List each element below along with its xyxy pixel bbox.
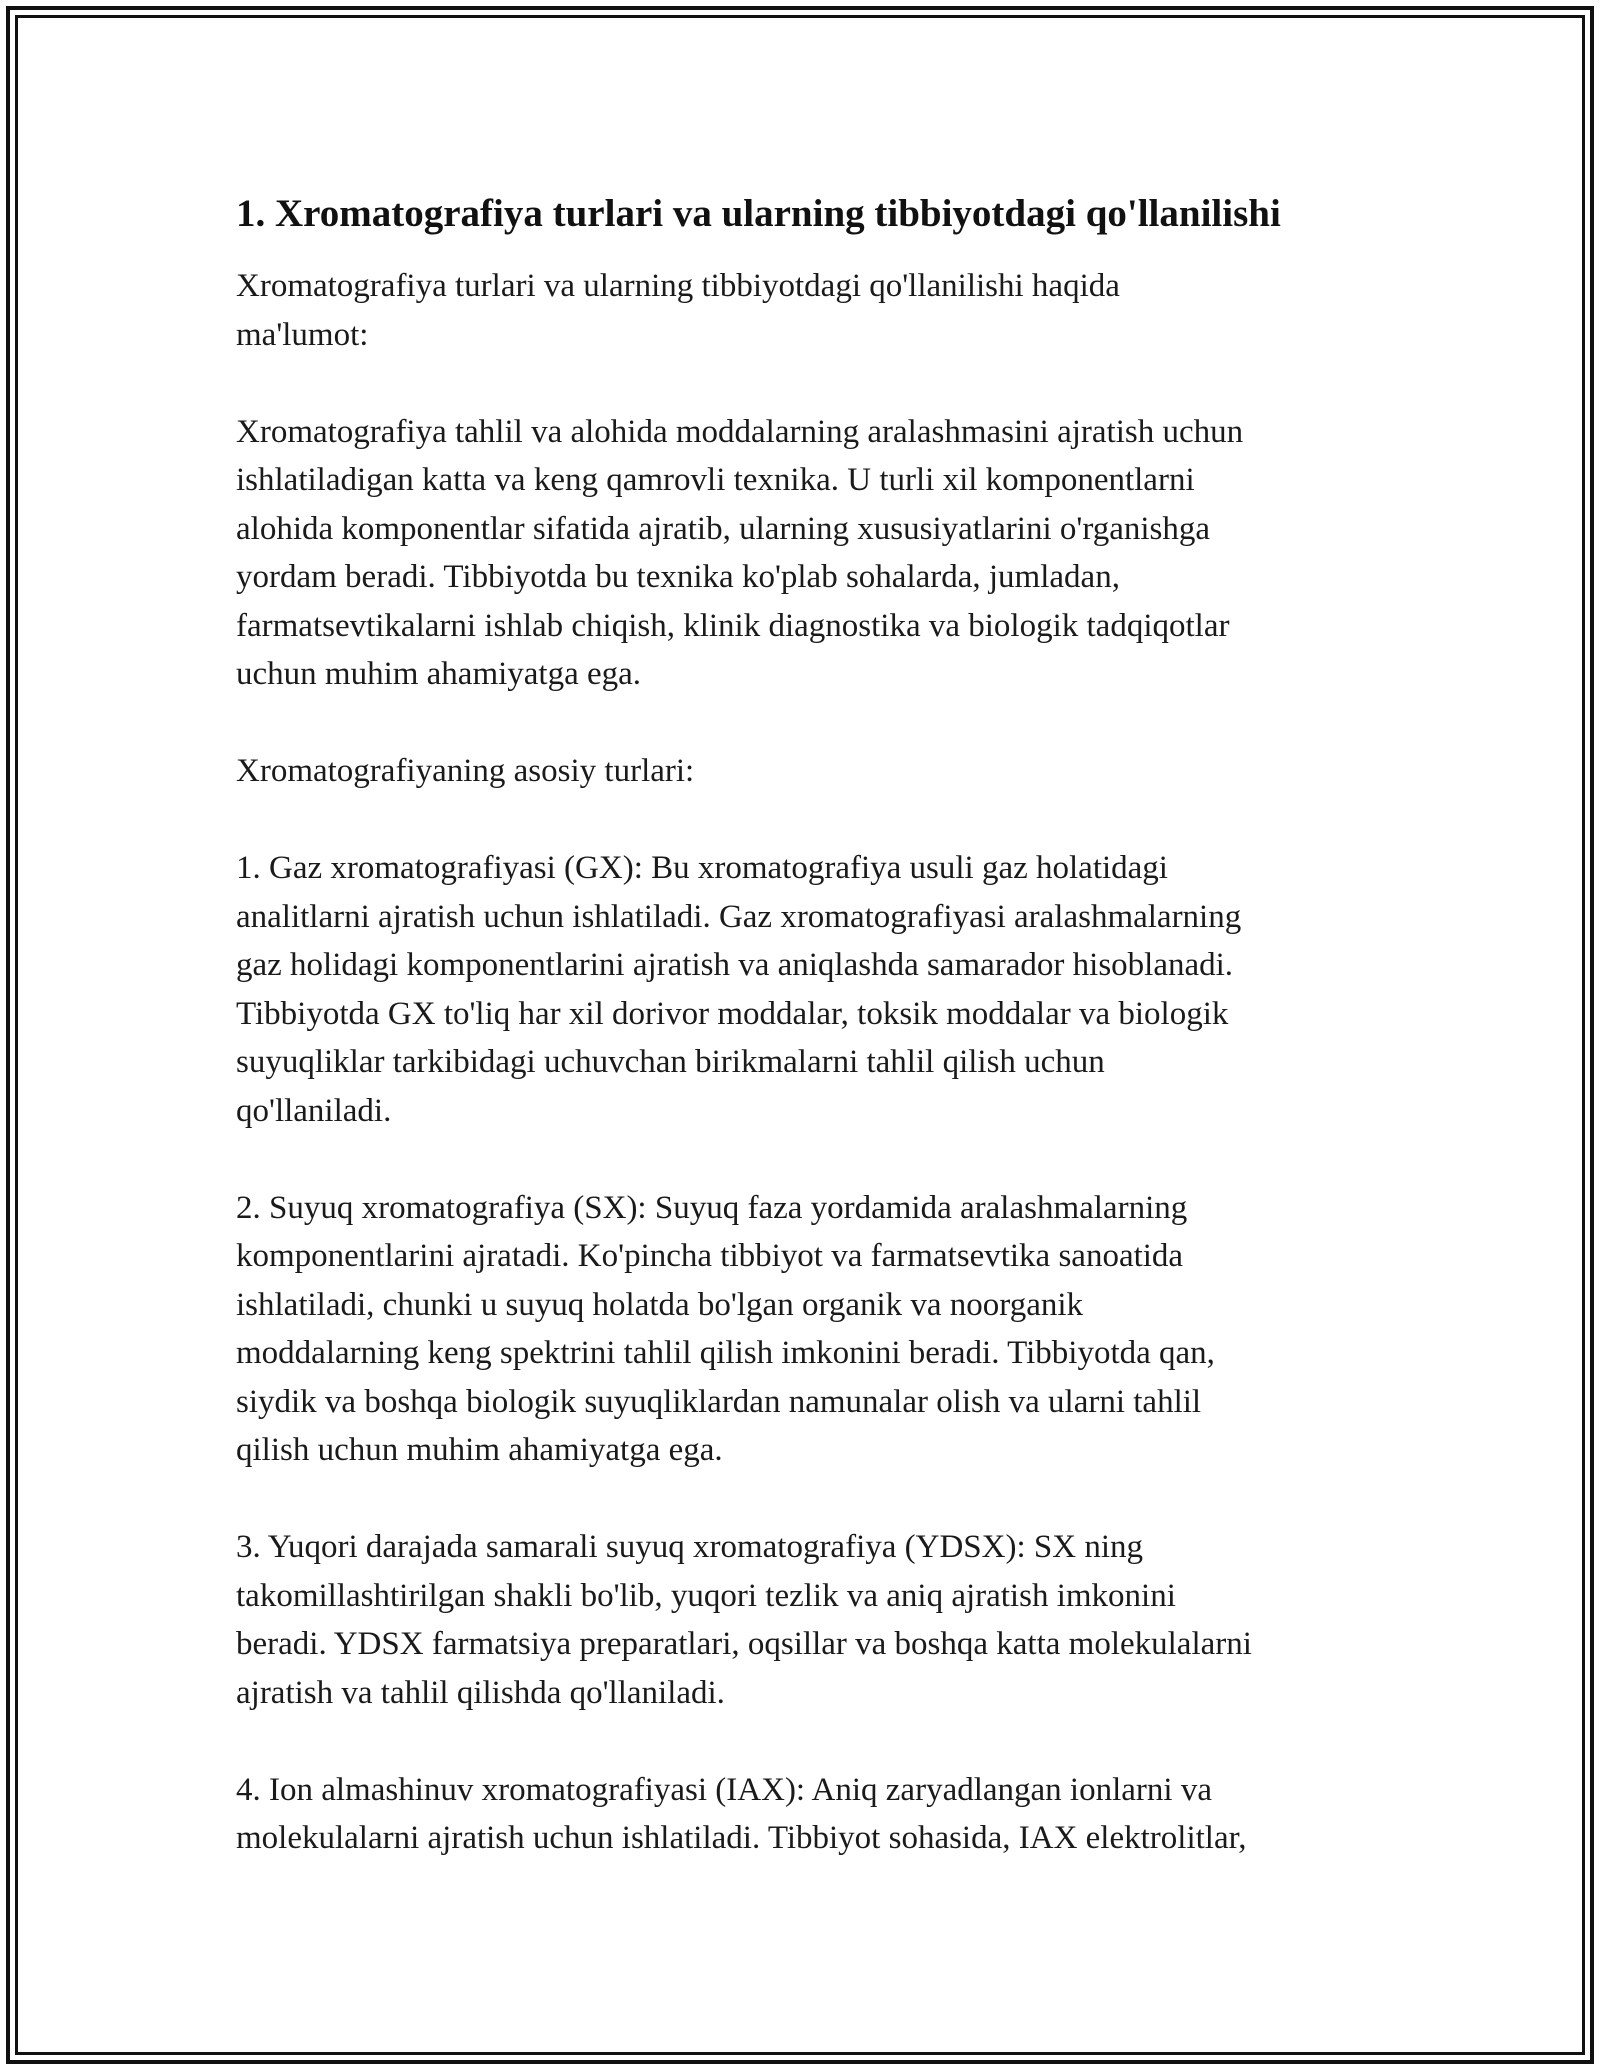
text-line: 2. Suyuq xromatografiya (SX): Suyuq faza yordamida aralashmalarning [236, 1189, 1188, 1226]
text-line: moddalarning keng spektrini tahlil qilish imkonini beradi. Tibbiyotda qan, [236, 1335, 1215, 1371]
text-line: yordam beradi. Tibbiyotda bu texnika ko'plab sohalarda, jumladan, [236, 559, 1120, 595]
text-line: 3. Yuqori darajada samarali suyuq xromatografiya (YDSX): SX ning [236, 1529, 1143, 1565]
text-line: Tibbiyotda GX to'liq har xil dorivor moddalar, toksik moddalar va biologik [236, 995, 1229, 1032]
intro-paragraph [236, 262, 1376, 359]
document-body [236, 190, 1376, 1863]
text-line: qo'llaniladi. [236, 1092, 392, 1129]
text-line: 4. Ion almashinuv xromatografiyasi (IAX): Aniq zaryadlangan ionlarni va [236, 1771, 1212, 1808]
text-line: Xromatografiyaning asosiy turlari: [236, 753, 695, 789]
types-heading-paragraph [236, 747, 1376, 796]
text-line: ishlatiladigan katta va keng qamrovli texnika. U turli xil komponentlarni [236, 462, 1195, 498]
list-item-hplc [236, 1523, 1376, 1717]
text-line: Xromatografiya turlari va ularning tibbiyotdagi qo'llanilishi haqida [236, 268, 1120, 304]
list-item-ion-exchange [236, 1766, 1376, 1863]
list-item-gas-chromatography [236, 844, 1376, 1135]
text-line: alohida komponentlar sifatida ajratib, ularning xususiyatlarini o'rganishga [236, 510, 1211, 547]
text-line: Xromatografiya tahlil va alohida moddalarning aralashmasini ajratish uchun [236, 413, 1244, 450]
text-line: beradi. YDSX farmatsiya preparatlari, oqsillar va boshqa katta molekulalarni [236, 1626, 1252, 1662]
text-line: komponentlarini ajratadi. Ko'pincha tibbiyot va farmatsevtika sanoatida [236, 1238, 1184, 1274]
text-line: takomillashtirilgan shakli bo'lib, yuqori tezlik va aniq ajratish imkonini [236, 1577, 1176, 1614]
document-title: 1. Xromatografiya turlari va ularning tibbiyotdagi qo'llanilishi [236, 192, 1281, 235]
text-line: ma'lumot: [236, 316, 369, 353]
text-line: analitlarni ajratish uchun ishlatiladi. Gaz xromatografiyasi aralashmalarning [236, 898, 1242, 935]
text-line: suyuqliklar tarkibidagi uchuvchan birikmalarni tahlil qilish uchun [236, 1044, 1105, 1080]
text-line: ajratish va tahlil qilishda qo'llaniladi. [236, 1674, 725, 1711]
text-line: siydik va boshqa biologik suyuqliklardan namunalar olish va ularni tahlil [236, 1383, 1202, 1420]
text-line: molekulalarni ajratish uchun ishlatiladi. Tibbiyot sohasida, IAX elektrolitlar, [236, 1820, 1247, 1856]
list-item-liquid-chromatography [236, 1184, 1376, 1475]
text-line: 1. Gaz xromatografiyasi (GX): Bu xromatografiya usuli gaz holatidagi [236, 850, 1168, 886]
text-line: uchun muhim ahamiyatga ega. [236, 656, 642, 692]
text-line: qilish uchun muhim ahamiyatga ega. [236, 1432, 723, 1468]
text-line: farmatsevtikalarni ishlab chiqish, klinik diagnostika va biologik tadqiqotlar [236, 607, 1230, 644]
text-line: ishlatiladi, chunki u suyuq holatda bo'lgan organik va noorganik [236, 1286, 1084, 1323]
text-line: gaz holidagi komponentlarini ajratish va aniqlashda samarador hisoblanadi. [236, 947, 1234, 983]
overview-paragraph [236, 408, 1376, 699]
